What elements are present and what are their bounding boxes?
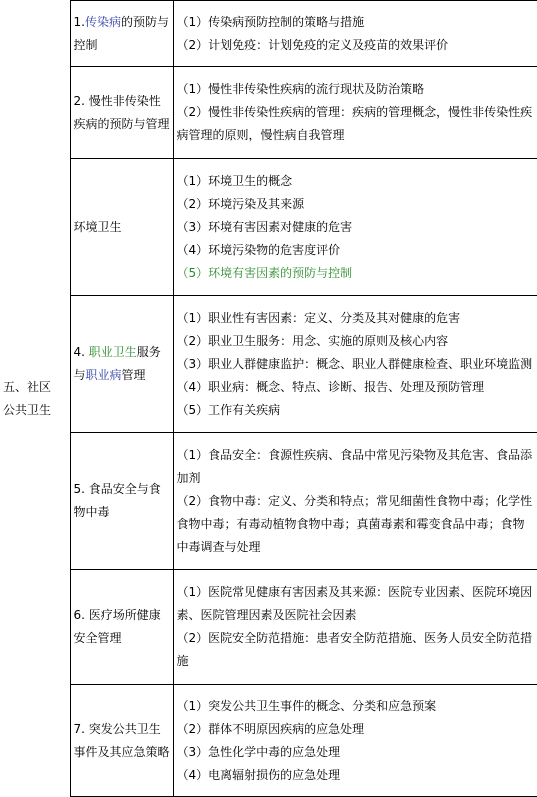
content-cell: [173, 433, 537, 570]
content-item: （4）环境污染物的危害度评价: [176, 242, 341, 257]
topic-cell: 5. 食品安全与食 物中毒: [70, 433, 173, 570]
table-row: [0, 159, 537, 296]
topic-text: 的预防与控制: [73, 14, 169, 52]
content-item: （2）慢性非传染性疾病的管理：疾病的管理概念，慢性非传染性疾病管理的原则，慢性病自我管理: [176, 105, 533, 142]
content-item: （5）环境有害因素的预防与控制: [176, 265, 353, 280]
content-item: （3）职业人群健康监护：概念、职业人群健康检查、职业环境监测: [176, 356, 533, 371]
topic-number: 4.: [73, 345, 89, 359]
content-item: （2）群体不明原因疾病的应急处理: [176, 721, 365, 736]
content-cell: [173, 685, 537, 797]
content-cell: [173, 1, 537, 67]
topic-cell: 2. 慢性非传染性疾病的预防与管理: [70, 67, 173, 159]
occupational-disease-link[interactable]: 职业病: [85, 368, 122, 382]
content-item: （2）职业卫生服务：用念、实施的原则及核心内容: [176, 333, 449, 348]
section-label-line2: 公共卫生: [3, 402, 52, 417]
table-row: [0, 296, 537, 433]
topic-text: 管理: [121, 368, 146, 382]
table-row: [0, 67, 537, 159]
content-item: （4）电离辐射损伤的应急处理: [176, 767, 341, 782]
section-label-line1: 五、社区: [3, 379, 52, 394]
content-item: （3）环境有害因素对健康的危害: [176, 219, 353, 234]
content-item: （1）慢性非传染性疾病的流行现状及防治策略: [176, 82, 425, 96]
table-row: [0, 685, 537, 797]
topic-cell: 7. 突发公共卫生 事件及其应急策略: [70, 685, 173, 797]
content-item: （1）职业性有害因素：定义、分类及其对健康的危害: [176, 310, 461, 325]
topic-cell: 环境卫生: [70, 159, 173, 296]
content-item: （3）急性化学中毒的应急处理: [176, 744, 341, 759]
content-cell: [173, 296, 537, 433]
content-item: （2）环境污染及其来源: [176, 196, 305, 211]
content-item: （1）食品安全：食源性疾病、食品中常见污染物及其危害、食品添加剂: [176, 447, 533, 485]
content-item: （2）食物中毒：定义、分类和特点；常见细菌性食物中毒；化学性食物中毒；有毒动植物食物中毒；真菌毒素和霉变食品中毒；食物中毒调查与处理: [176, 493, 533, 554]
content-cell: [173, 67, 537, 159]
topic-number: 1.: [73, 14, 85, 29]
table-row: [0, 433, 537, 570]
content-item: （5）工作有关疾病: [176, 402, 281, 417]
content-item: （1）医院常见健康有害因素及其来源：医院专业因素、医院环境因素、医院管理因素及医院社会因素: [176, 585, 533, 622]
content-item: （2）计划免疫：计划免疫的定义及疫苗的效果评价: [176, 37, 449, 52]
topic-cell: [70, 296, 173, 433]
content-item: （2）医院安全防范措施：患者安全防范措施、医务人员安全防范措施: [176, 631, 533, 668]
content-item: （4）职业病：概念、特点、诊断、报告、处理及预防管理: [176, 379, 485, 394]
occupational-health-link[interactable]: 职业卫生: [88, 345, 137, 359]
content-item: （1）环境卫生的概念: [176, 173, 293, 188]
topic-text: 服务 与: [73, 345, 161, 382]
section-label: [0, 1, 70, 797]
content-cell: [173, 570, 537, 685]
content-cell: [173, 159, 537, 296]
table-row: [0, 1, 537, 67]
topic-cell: [70, 1, 173, 67]
table-row: [0, 570, 537, 685]
content-item: （1）传染病预防控制的策略与措施: [176, 14, 365, 29]
content-item: （1）突发公共卫生事件的概念、分类和应急预案: [176, 698, 437, 713]
topic-cell: 6. 医疗场所健康 安全管理: [70, 570, 173, 685]
infectious-disease-link[interactable]: 传染病: [84, 14, 121, 29]
